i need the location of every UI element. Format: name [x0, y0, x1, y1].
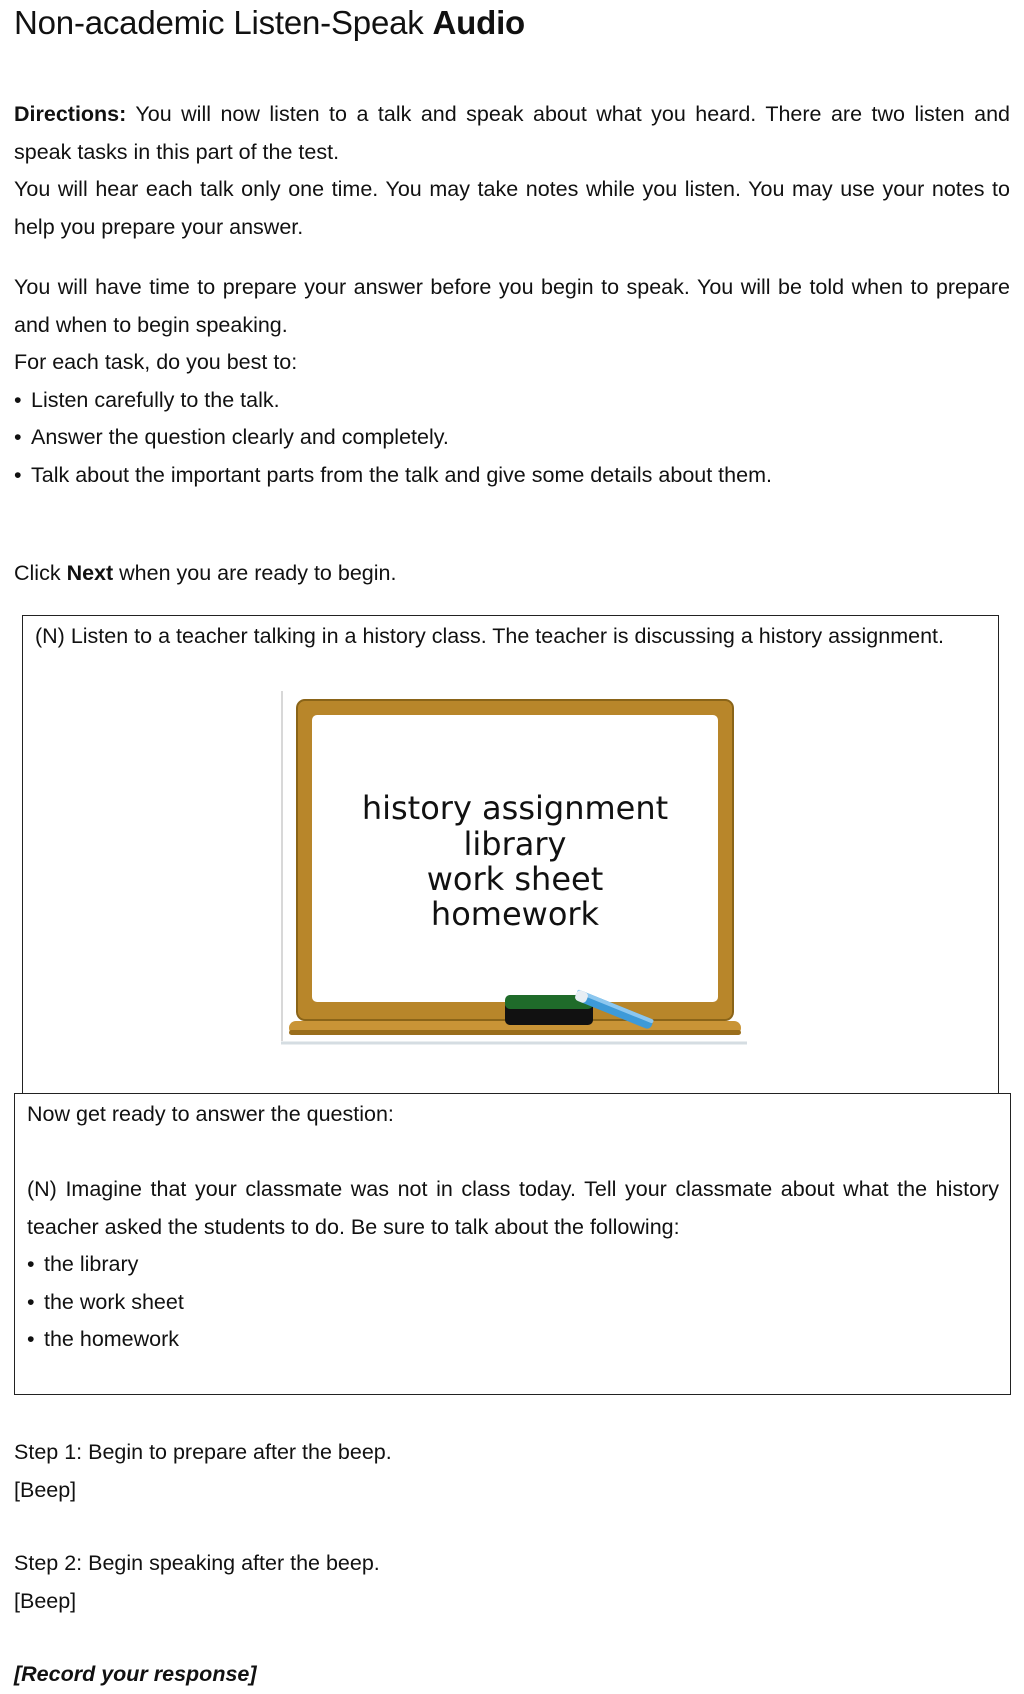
beep-2-text: [Beep] [14, 1588, 77, 1613]
question-bullet-3: • the homework [27, 1321, 999, 1359]
question-box [14, 1093, 1011, 1395]
beep-1-text: [Beep] [14, 1477, 77, 1502]
chalkboard-graphic [281, 691, 747, 1046]
board-line-1: history assignment [361, 789, 669, 827]
question-bullet-1: • the library [27, 1246, 999, 1284]
step-2-block [14, 1545, 1010, 1620]
question-bullet-2: • the work sheet [27, 1284, 999, 1322]
step-1-block [14, 1434, 1010, 1509]
board-line-2: library [463, 825, 567, 863]
instruction-bullet-2: • Answer the question clearly and completely. [14, 419, 1010, 457]
title-bold: Audio [432, 4, 525, 41]
next-keyword: Next [66, 561, 114, 585]
directions-text-1: You will now listen to a talk and speak about what you heard. There are two listen and speak tasks in this part of the test. [14, 102, 1010, 164]
directions-block [14, 96, 1010, 246]
click-next-instruction [14, 555, 1010, 593]
title-regular: Non-academic Listen-Speak [14, 4, 424, 41]
chalkboard-image [281, 691, 747, 1046]
directions-label: Directions: [14, 102, 127, 126]
listen-box [22, 615, 999, 1093]
directions-paragraph-1 [14, 102, 1010, 164]
listen-narration: (N) Listen to a teacher talking in a history class. The teacher is discussing a history assignment. [35, 624, 944, 648]
click-prefix: Click [14, 561, 67, 585]
click-suffix: when you are ready to begin. [113, 561, 397, 585]
chalk-tray-shadow [289, 1030, 741, 1035]
question-prompt: (N) Imagine that your classmate was not in class today. Tell your classmate about what the history teacher asked the students to do. Be sure to talk about the following: [27, 1177, 999, 1239]
step-2-text: Step 2: Begin speaking after the beep. [14, 1551, 380, 1575]
board-line-4: homework [430, 895, 600, 933]
instructions-block [14, 269, 1010, 494]
instructions-text-2: For each task, do you best to: [14, 350, 298, 374]
question-content [27, 1096, 999, 1359]
directions-text-2: You will hear each talk only one time. You may take notes while you listen. You may use your notes to help you prepare your answer. [14, 177, 1010, 239]
instructions-text-1: You will have time to prepare your answer before you begin to speak. You will be told when to prepare and when to begin speaking. [14, 275, 1010, 337]
question-spacer [27, 1134, 999, 1172]
record-response-text: [Record your response] [14, 1662, 257, 1686]
ready-text: Now get ready to answer the question: [27, 1102, 394, 1126]
board-line-3: work sheet [426, 860, 604, 898]
instruction-bullet-1: • Listen carefully to the talk. [14, 382, 1010, 420]
instruction-bullet-3: • Talk about the important parts from the talk and give some details about them. [14, 457, 1010, 495]
page-title [14, 4, 525, 42]
step-1-text: Step 1: Begin to prepare after the beep. [14, 1440, 392, 1464]
